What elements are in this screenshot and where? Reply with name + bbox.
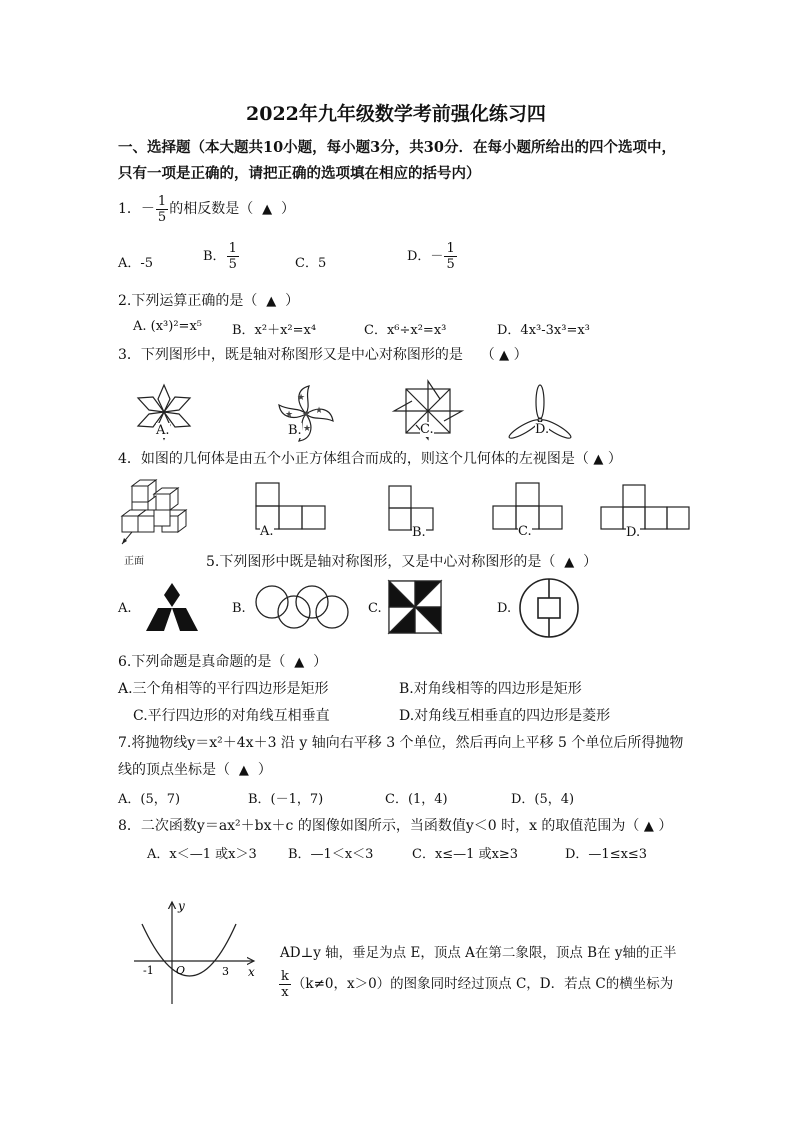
q7-option-c: C．(1，4) — [385, 792, 448, 807]
q6-option-d: D.对角线互相垂直的四边形是菱形 — [399, 708, 611, 724]
svg-text:★: ★ — [315, 406, 324, 416]
q5-figure-c-pinwheel-icon — [386, 578, 444, 636]
tick-3-label: 3 — [222, 965, 229, 978]
q3-label-c: C. — [420, 422, 434, 437]
q4-option-d-figure — [599, 483, 693, 533]
front-view-label: 正面 — [124, 556, 144, 567]
q5-label-c: C. — [368, 601, 382, 616]
q6-option-a: A.三个角相等的平行四边形是矩形 — [118, 681, 329, 697]
q8-option-b: B．—1＜x＜3 — [288, 847, 374, 862]
q5-figure-a-three-diamonds-icon — [144, 581, 200, 633]
q3-label-b: B. — [288, 423, 302, 438]
answer-mark: ▲ — [499, 348, 510, 363]
q1-prefix: 1．－ — [118, 201, 155, 217]
question-7-line1: 7.将抛物线y＝x²＋4x＋3 沿 y 轴向右平移 3 个单位，然后再向上平移 5 个单位后所得抛物 — [118, 735, 684, 751]
section-header-line2: 只有一项是正确的，请把正确的选项填在相应的括号内） — [118, 165, 481, 182]
tick-neg1-label: -1 — [143, 964, 154, 977]
section-header-line1: 一、选择题（本大题共10小题，每小题3分，共30分．在每小题所给出的四个选项中， — [118, 139, 676, 156]
answer-mark: ▲ — [294, 655, 305, 670]
question-3: 3．下列图形中，既是轴对称图形又是中心对称图形的是 （ ▲ ） — [118, 347, 528, 363]
question-8: 8．二次函数y＝ax²＋bx＋c 的图像如图所示，当函数值y＜0 时，x 的取值范围为（ ▲ ） — [118, 818, 673, 834]
question-6: 6.下列命题是真命题的是（ ▲ ） — [118, 654, 328, 670]
question-2: 2.下列运算正确的是（ ▲ ） — [118, 293, 300, 309]
q2-option-b: B．x²＋x²=x⁴ — [232, 323, 317, 338]
q1-fraction: $\frac{1}{5}$ — [157, 193, 167, 225]
q5-label-b: B. — [232, 601, 246, 616]
q4-label-b: B. — [412, 525, 426, 540]
q1-option-b: B． $\frac{1}{5}$ — [203, 241, 237, 272]
q7-option-d: D．(5，4) — [511, 792, 575, 807]
q4-cube-solid-figure — [118, 478, 198, 550]
q3-figure-b-pinwheel-stars-icon — [275, 383, 337, 445]
q5-figure-d-coin-icon — [518, 577, 580, 639]
q1-option-d: D．－ $\frac{1}{5}$ — [407, 241, 455, 272]
q4-label-c: C. — [518, 524, 532, 539]
q3-label-d: D. — [535, 422, 550, 437]
q8-option-a: A．x＜—1 或x＞3 — [147, 847, 257, 862]
q5-figure-b-four-rings-icon — [252, 584, 352, 630]
q1-option-c: C．5 — [295, 256, 327, 271]
answer-mark: ▲ — [643, 819, 654, 834]
q2-option-d: D．4x³-3x³=x³ — [497, 323, 590, 338]
question-1: 1．－ $\frac{1}{5}$ 的相反数是（ ▲ ） — [118, 193, 296, 225]
question-7-line2: 线的顶点坐标是（ ▲ ） — [118, 762, 272, 778]
question-9-line1: AD⊥y 轴，垂足为点 E，顶点 A在第二象限，顶点 B在 y轴的正半 — [280, 945, 677, 961]
axis-y-label: y — [178, 899, 185, 913]
q5-label-d: D. — [497, 601, 512, 616]
origin-label: O — [176, 964, 186, 977]
page-title: 2022年九年级数学考前强化练习四 — [246, 103, 546, 125]
q3-label-a: A. — [156, 423, 170, 438]
svg-text:★: ★ — [303, 424, 312, 434]
answer-mark: ▲ — [238, 763, 249, 778]
question-5: 5.下列图形中既是轴对称图形，又是中心对称图形的是（ ▲ ） — [206, 554, 598, 570]
q8-option-c: C．x≤—1 或x≥3 — [412, 847, 519, 862]
q2-option-c: C．x⁶÷x²=x³ — [364, 323, 447, 338]
q5-label-a: A. — [118, 601, 132, 616]
q7-option-a: A．(5，7) — [118, 792, 181, 807]
question-9-line2: $\frac{k}{x}$ （k≠0，x＞0）的图象同时经过顶点 C，D．若点 C的横坐标为 — [281, 969, 674, 1000]
svg-text:★: ★ — [297, 393, 306, 403]
q2-option-a: A. (x³)²=x⁵ — [133, 319, 202, 334]
axis-x-label: x — [248, 965, 255, 979]
svg-text:★: ★ — [285, 410, 294, 420]
q8-option-d: D．—1≤x≤3 — [565, 847, 648, 862]
q4-label-d: D. — [626, 525, 641, 540]
q7-option-b: B．(－1，7) — [248, 792, 324, 807]
q1-option-a: A．-5 — [118, 256, 154, 271]
answer-mark: ▲ — [262, 202, 273, 217]
answer-mark: ▲ — [564, 555, 575, 570]
q4-label-a: A. — [260, 524, 274, 539]
q8-parabola-graph — [132, 896, 262, 1008]
q6-option-b: B.对角线相等的四边形是矩形 — [399, 681, 582, 697]
q6-option-c: C.平行四边形的对角线互相垂直 — [133, 708, 330, 724]
question-4: 4．如图的几何体是由五个小正方体组合而成的，则这个几何体的左视图是（ ▲ ） — [118, 451, 622, 467]
answer-mark: ▲ — [266, 294, 277, 309]
answer-mark: ▲ — [593, 452, 604, 467]
q9-fraction: $\frac{k}{x}$ — [281, 969, 289, 1000]
svg-text:★: ★ — [302, 410, 311, 420]
q4-option-b-figure — [387, 484, 435, 534]
